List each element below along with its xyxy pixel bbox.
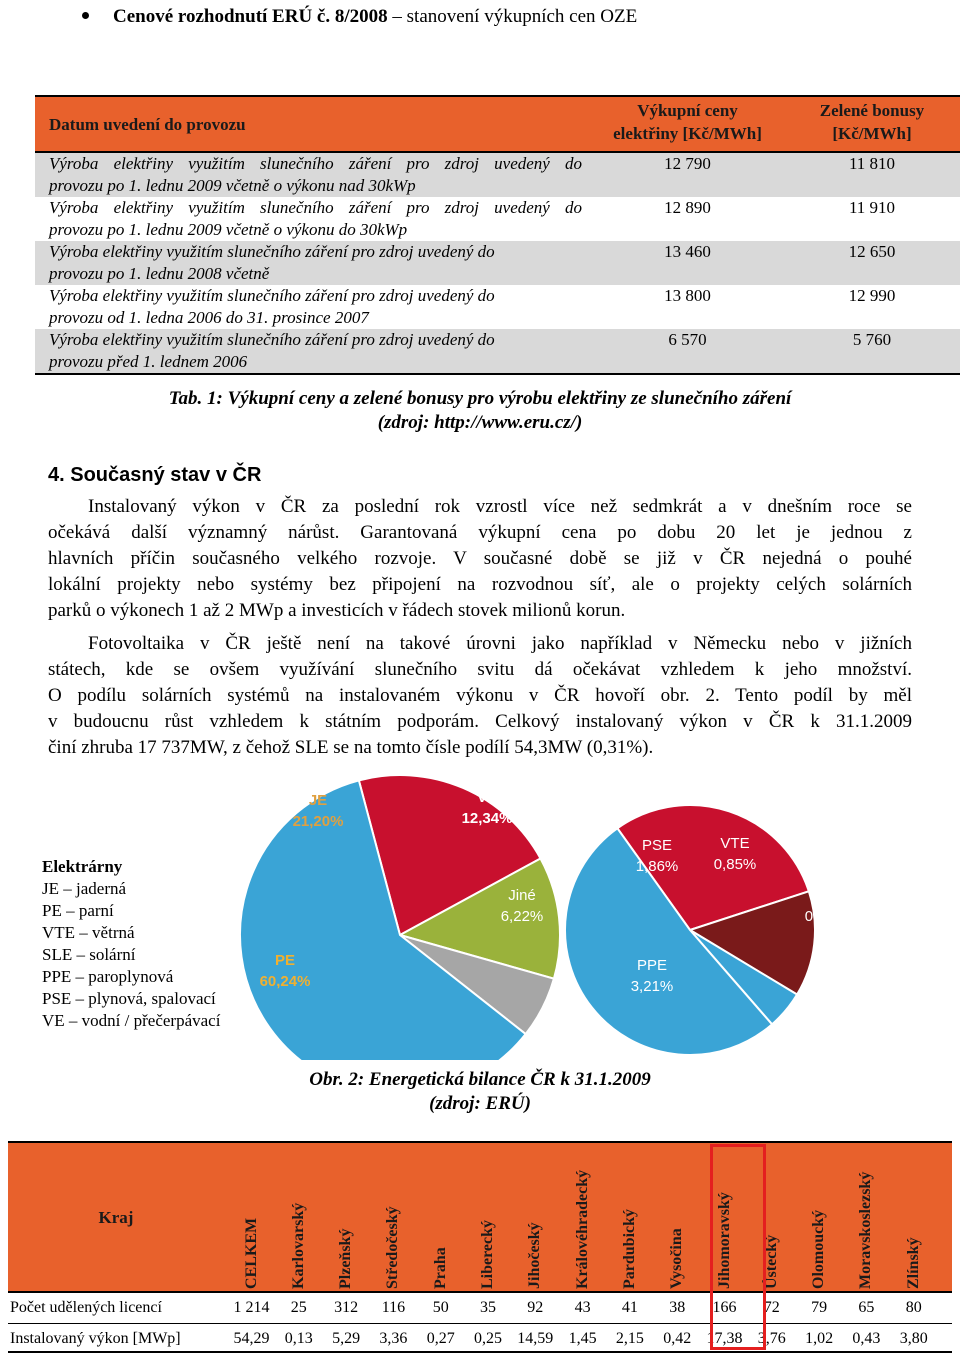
region-column-header bbox=[323, 1141, 370, 1289]
pie-sublabel-value: 0,85% bbox=[713, 856, 757, 873]
para2-line: činí zhruba 17 737MW, z čehož SLE se na tomto čísle podílí 54,3MW (0,31%). bbox=[48, 737, 654, 758]
region-column-header bbox=[465, 1141, 512, 1289]
region-column-header bbox=[370, 1141, 417, 1289]
region-column-header bbox=[275, 1141, 322, 1289]
region-column-header bbox=[606, 1141, 653, 1289]
legend-item: SLE – solární bbox=[42, 945, 136, 964]
region-cell-licences: 166 bbox=[712, 1299, 737, 1316]
region-column-label: Liberecký bbox=[479, 1219, 496, 1289]
tariff-header-price-line1: Výkupní ceny bbox=[637, 101, 738, 120]
region-cell-power: 1,02 bbox=[805, 1330, 834, 1347]
table-caption-line2: (zdroj: http://www.eru.cz/) bbox=[377, 412, 583, 433]
para2-line: Fotovoltaika v ČR ještě není na takové úrovni jako například v Německu nebo v jižních bbox=[88, 633, 912, 654]
tariff-row-bonus: 11 810 bbox=[848, 154, 896, 173]
tariff-header-date: Datum uvedení do provozu bbox=[49, 115, 246, 134]
region-column-label: Praha bbox=[431, 1247, 449, 1289]
legend-item: VTE – větrná bbox=[42, 923, 135, 942]
pie-label-value: 21,20% bbox=[292, 813, 344, 830]
region-column-header bbox=[512, 1141, 559, 1289]
region-cell-licences: 116 bbox=[381, 1299, 406, 1316]
region-cell-power: 5,29 bbox=[332, 1330, 361, 1347]
bullet-rest-text: – stanovení výkupních cen OZE bbox=[387, 6, 638, 27]
legend-title: Elektrárny bbox=[42, 857, 123, 876]
tariff-row bbox=[35, 153, 960, 197]
highlight-jihomoravsky-box bbox=[710, 1144, 766, 1350]
legend-item: PSE – plynová, spalovací bbox=[42, 989, 216, 1008]
pie-label-value: 12,34% bbox=[461, 810, 513, 827]
region-column-header bbox=[890, 1141, 937, 1289]
para1-line: Instalovaný výkon v ČR za poslední rok vzrostl více než sedmkrát a v dnešním roce se bbox=[88, 496, 912, 517]
region-table bbox=[8, 1141, 952, 1353]
region-cell-licences: 41 bbox=[621, 1299, 638, 1316]
pie-label-value: 6,22% bbox=[500, 908, 544, 925]
region-column-label: Středočeský bbox=[384, 1206, 402, 1289]
tariff-row-desc: Výroba elektřiny využitím slunečního záření pro zdroj uvedený do provozu po 1. lednu 2008 včetně bbox=[49, 242, 495, 283]
region-cell-power: 0,43 bbox=[852, 1330, 881, 1347]
region-column-header bbox=[417, 1141, 464, 1289]
pie-sublabel-value: 3,21% bbox=[630, 978, 674, 995]
para2-line: v budoucnu růst vzhledem k státním podporám. Celkový instalovaný výkon v ČR k 31.1.2009 bbox=[48, 711, 912, 732]
tariff-bottom-rule bbox=[35, 373, 960, 375]
region-cell-power: 54,29 bbox=[233, 1330, 270, 1347]
region-cell-power: 3,80 bbox=[899, 1330, 928, 1347]
tariff-row-desc: Výroba elektřiny využitím slunečního záření pro zdroj uvedený do provozu před 1. lednem 2006 bbox=[49, 330, 495, 371]
pie-sublabel-value: 0,31% bbox=[804, 908, 848, 925]
paragraph-2 bbox=[48, 631, 912, 761]
tariff-row-price: 6 570 bbox=[668, 330, 707, 349]
tariff-row-price: 13 800 bbox=[664, 286, 711, 305]
tariff-row-bonus: 12 650 bbox=[848, 242, 896, 261]
region-column-label: Jihomoravský bbox=[715, 1192, 733, 1289]
region-cell-licences: 65 bbox=[858, 1299, 875, 1316]
tariff-header-bonus-line1: Zelené bonusy bbox=[819, 101, 925, 120]
pie-label-name: PE bbox=[274, 952, 296, 969]
region-column-label: Plzeňský bbox=[337, 1228, 355, 1289]
figure-caption-source: (zdroj: ERÚ) bbox=[429, 1093, 531, 1114]
region-row-label: Instalovaný výkon [MWp] bbox=[10, 1330, 181, 1347]
region-cell-power: 14,59 bbox=[517, 1330, 554, 1347]
tariff-row bbox=[35, 285, 960, 329]
region-column-header bbox=[654, 1141, 701, 1289]
region-cell-power: 3,36 bbox=[379, 1330, 408, 1347]
tariff-table bbox=[35, 95, 960, 375]
region-column-label: Olomoucký bbox=[810, 1209, 828, 1289]
region-cell-licences: 38 bbox=[669, 1299, 686, 1316]
tariff-row-desc: Výroba elektřiny využitím slunečního záření pro zdroj uvedený do provozu od 1. ledna 2006 do 31. prosince 2007 bbox=[49, 286, 495, 327]
para1-line: očekává další významný nárůst. Garantovaná výkupní cena po dobu 20 let je jednou z bbox=[48, 522, 912, 543]
tariff-row bbox=[35, 197, 960, 241]
tariff-header-price-line2: elektřiny [Kč/MWh] bbox=[613, 124, 762, 143]
legend-item: VE – vodní / přečerpávací bbox=[42, 1011, 221, 1030]
region-cell-power: 3,76 bbox=[757, 1330, 786, 1347]
region-cell-licences: 72 bbox=[763, 1299, 780, 1316]
region-cell-power: 0,13 bbox=[284, 1330, 313, 1347]
bullet-heading bbox=[82, 2, 637, 32]
para1-line: parků o výkonech 1 až 2 MWp a investicích v řádech stovek milionů korun. bbox=[48, 600, 626, 621]
para1-line: hlavních příčin současného velkého rozvoje. V současné době se již v ČR nejedná o pouhé bbox=[48, 548, 912, 569]
figure-caption bbox=[0, 1068, 960, 1116]
pie-sublabel-name: VTE bbox=[720, 835, 750, 852]
tariff-row-bonus: 11 910 bbox=[848, 198, 896, 217]
para1-line: lokální projekty nebo systémy bez připojení na rozvodnou síť, ale o projekty celých solárních bbox=[48, 574, 912, 595]
region-row-label: Počet udělených licencí bbox=[10, 1299, 162, 1316]
tariff-row-bonus: 5 760 bbox=[852, 330, 892, 349]
bullet-bold-text: Cenové rozhodnutí ERÚ č. 8/2008 bbox=[113, 6, 388, 27]
table-caption-line1: Tab. 1: Výkupní ceny a zelené bonusy pro výrobu elektřiny ze slunečního záření bbox=[168, 388, 792, 409]
tariff-row bbox=[35, 241, 960, 285]
region-column-label: Královéhradecký bbox=[573, 1169, 591, 1289]
tariff-row-price: 12 890 bbox=[664, 198, 711, 217]
tariff-row-desc: Výroba elektřiny využitím slunečního záření pro zdroj uvedený do provozu po 1. lednu 2009 včetně o výkonu do 30kWp bbox=[49, 198, 582, 239]
region-header-row bbox=[8, 1141, 952, 1293]
para2-line: O podílu solárních systémů na instalovaném výkonu v ČR hovoří obr. 2. Tento podíl by měl bbox=[48, 685, 912, 706]
bullet-dot-icon bbox=[82, 12, 89, 19]
tariff-header-bonus bbox=[787, 99, 957, 145]
table-caption bbox=[0, 387, 960, 435]
region-cell-power: 0,42 bbox=[663, 1330, 692, 1347]
region-cell-licences: 92 bbox=[527, 1299, 544, 1316]
region-header-kraj: Kraj bbox=[98, 1208, 134, 1227]
tariff-row-price: 12 790 bbox=[664, 154, 711, 173]
pie-label-name: Jiné bbox=[508, 887, 536, 904]
figure-caption-title: Obr. 2: Energetická bilance ČR k 31.1.2009 bbox=[309, 1069, 651, 1090]
legend-item: JE – jaderná bbox=[42, 879, 127, 898]
tariff-header-row bbox=[35, 95, 960, 153]
tariff-row-desc: Výroba elektřiny využitím slunečního záření pro zdroj uvedený do provozu po 1. lednu 2009 včetně o výkonu nad 30kWp bbox=[49, 154, 582, 195]
pie-label-name: VE bbox=[476, 789, 498, 806]
region-cell-power: 0,27 bbox=[426, 1330, 455, 1347]
region-cell-power: 1,45 bbox=[568, 1330, 597, 1347]
tariff-row-bonus: 12 990 bbox=[848, 286, 896, 305]
region-row-power bbox=[8, 1323, 952, 1353]
tariff-row bbox=[35, 329, 960, 373]
region-column-label: CELKEM bbox=[242, 1217, 260, 1289]
region-cell-power: 2,15 bbox=[615, 1330, 644, 1347]
region-column-label: Jihočeský bbox=[526, 1222, 544, 1289]
section-heading: 4. Současný stav v ČR bbox=[48, 464, 262, 486]
tariff-header-bonus-line2: [Kč/MWh] bbox=[832, 124, 912, 143]
region-cell-licences: 25 bbox=[290, 1299, 307, 1316]
region-cell-licences: 43 bbox=[574, 1299, 591, 1316]
region-cell-licences: 80 bbox=[905, 1299, 922, 1316]
pie-sublabel-name: PSE bbox=[641, 837, 673, 854]
paragraph-1 bbox=[48, 494, 912, 624]
region-column-label: Karlovarský bbox=[289, 1202, 307, 1289]
chart-legend bbox=[42, 856, 220, 1032]
pie-sublabel-name: SLE bbox=[811, 887, 841, 904]
region-column-header bbox=[843, 1141, 890, 1289]
region-cell-licences: 312 bbox=[334, 1299, 359, 1316]
region-column-header bbox=[796, 1141, 843, 1289]
tariff-header-price bbox=[595, 99, 780, 145]
region-cell-power: 0,25 bbox=[474, 1330, 502, 1347]
region-column-label: Vysočina bbox=[668, 1228, 686, 1289]
region-cell-power: 17,38 bbox=[706, 1330, 743, 1347]
pie-sub-group bbox=[565, 805, 815, 1055]
para2-line: státech, kde se ovšem využívání slunečního svitu dá očekávat vzhledem k jeho množství. bbox=[48, 659, 912, 680]
region-cell-licences: 79 bbox=[811, 1299, 828, 1316]
region-column-label: Zlínský bbox=[904, 1237, 922, 1289]
region-column-label: Ústecký bbox=[762, 1234, 780, 1289]
tariff-row-price: 13 460 bbox=[664, 242, 711, 261]
pie-label-value: 60,24% bbox=[259, 973, 311, 990]
legend-item: PPE – paroplynová bbox=[42, 967, 174, 986]
pie-sublabel-name: PPE bbox=[636, 957, 668, 974]
region-cell-licences: 50 bbox=[432, 1299, 449, 1316]
pie-label-name: JE bbox=[308, 792, 328, 809]
region-column-label: Pardubický bbox=[620, 1208, 638, 1289]
region-column-label: Moravskoslezský bbox=[857, 1171, 875, 1289]
region-column-header bbox=[559, 1141, 606, 1289]
region-column-header bbox=[228, 1141, 275, 1289]
region-cell-licences: 1 214 bbox=[233, 1299, 270, 1316]
region-cell-licences: 35 bbox=[480, 1299, 496, 1316]
pie-sublabel-value: 1,86% bbox=[635, 858, 679, 875]
region-row-licences bbox=[8, 1293, 952, 1323]
legend-item: PE – parní bbox=[42, 901, 114, 920]
